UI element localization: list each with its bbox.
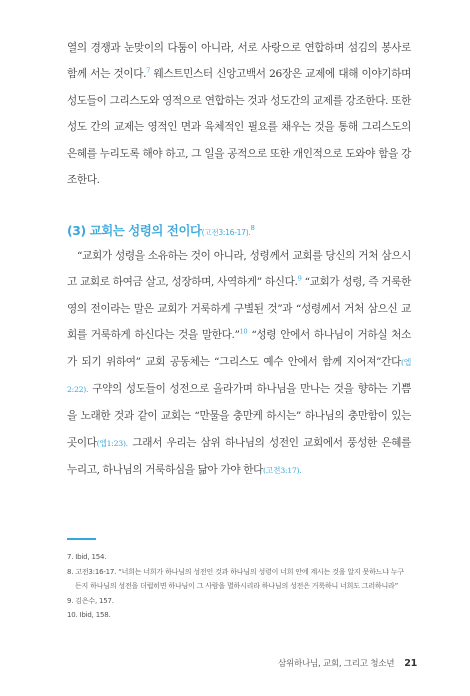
footnote-marker-10: 10: [239, 327, 248, 336]
footnote-marker-8: 8: [250, 223, 255, 232]
body-sentence-5: 그래서 우리는 삼위 하나님의 성전인 교회에서 풍성한 은혜를 누리고, 하나님의 거룩하심을 닮아 가야 한다: [67, 436, 411, 477]
body-paragraph-block: [67, 243, 411, 485]
body-paragraph: [67, 243, 411, 485]
footnote-marker-9: 9: [297, 274, 302, 283]
footnote-10: 10. Ibid, 158.: [67, 611, 111, 620]
footnote-9: 9. 김은수, 157.: [67, 596, 114, 605]
body-sentence-2: “교회가 성령, 즉 거룩한 영의 전이라는 말은 교회가 거룩하게 구별된 것”과 “성령께서 거처 삼으신 교회를 거룩하게 하신다는 것을 말한다.”: [67, 276, 411, 342]
footnotes: [67, 550, 417, 623]
footnote-marker-7: 7: [146, 66, 151, 75]
page-number: 21: [404, 658, 417, 669]
footnote-7: 7. Ibid, 154.: [67, 553, 107, 561]
scripture-reference-eph-1-23: (엡1:23).: [96, 438, 128, 448]
intro-paragraph-block: [67, 35, 411, 193]
body-sentence-4: 구약의 성도들이 성전으로 올라가며 하나님을 만나는 것을 향하는 기쁨을 노래한 것과 같이 교회는 “만물을 충만케 하시는” 하나님의 충만함이 있는 곳이다: [67, 383, 411, 449]
scripture-reference-1cor-3-17: (고전3:17).: [263, 466, 302, 476]
footnote-divider: [67, 538, 96, 540]
section-heading: [67, 221, 255, 239]
footnote-8: 8. 고전3:16-17. “너희는 너희가 하나님의 성전인 것과 하나님의 성령이 너희 안에 계시는 것을 알지 못하느냐 누구: [67, 567, 404, 576]
intro-text-part1: 열의 경쟁과 눈맞이의 다툼이 아니라, 서로 사랑으로 연합하며 섬김의 봉사로 함께 서는 것이다.: [67, 42, 411, 81]
section-title: (3) 교회는 성령의 전이다: [67, 223, 202, 238]
intro-text-part2: 웨스트민스터 신앙고백서 26장은 교제에 대해 이야기하며 성도들이 그리스도와 영적으로 연합하는 것과 성도간의 교제를 강조한다. 또한 성도 간의 교제는 영적인 면과 육체적인 필요를 채우는 것을 통해 그리스도의 은혜를 누리도록 해야 하고, 그 일을 공적으로 또한 개인적으로 도와야 함을 강조한다.: [67, 68, 411, 187]
running-title: 삼위하나님, 교회, 그리고 청소년: [278, 659, 395, 669]
section-title-reference: (고전3:16-17).: [201, 228, 251, 237]
footnote-8-continued: 든지 하나님의 성전을 더럽히면 하나님이 그 사람을 멸하시리라 하나님의 성전은 거룩하니 너희도 그러하니라”: [75, 582, 399, 591]
intro-paragraph: [67, 35, 411, 193]
body-sentence-3: “성령 안에서 하나님이 거하실 처소가 되기 위하여” 교회 공동체는 “그리스도 예수 안에서 함께 지어져”간다: [67, 329, 412, 368]
page-footer: [278, 657, 417, 669]
body-sentence-1: “교회가 성령을 소유하는 것이 아니라, 성령께서 교회를 당신의 거처 삼으시고 교회로 하여금 살고, 성장하며, 사역하게” 하신다.: [67, 250, 411, 289]
scripture-reference-eph-2-22: (엡2:22).: [67, 357, 411, 395]
